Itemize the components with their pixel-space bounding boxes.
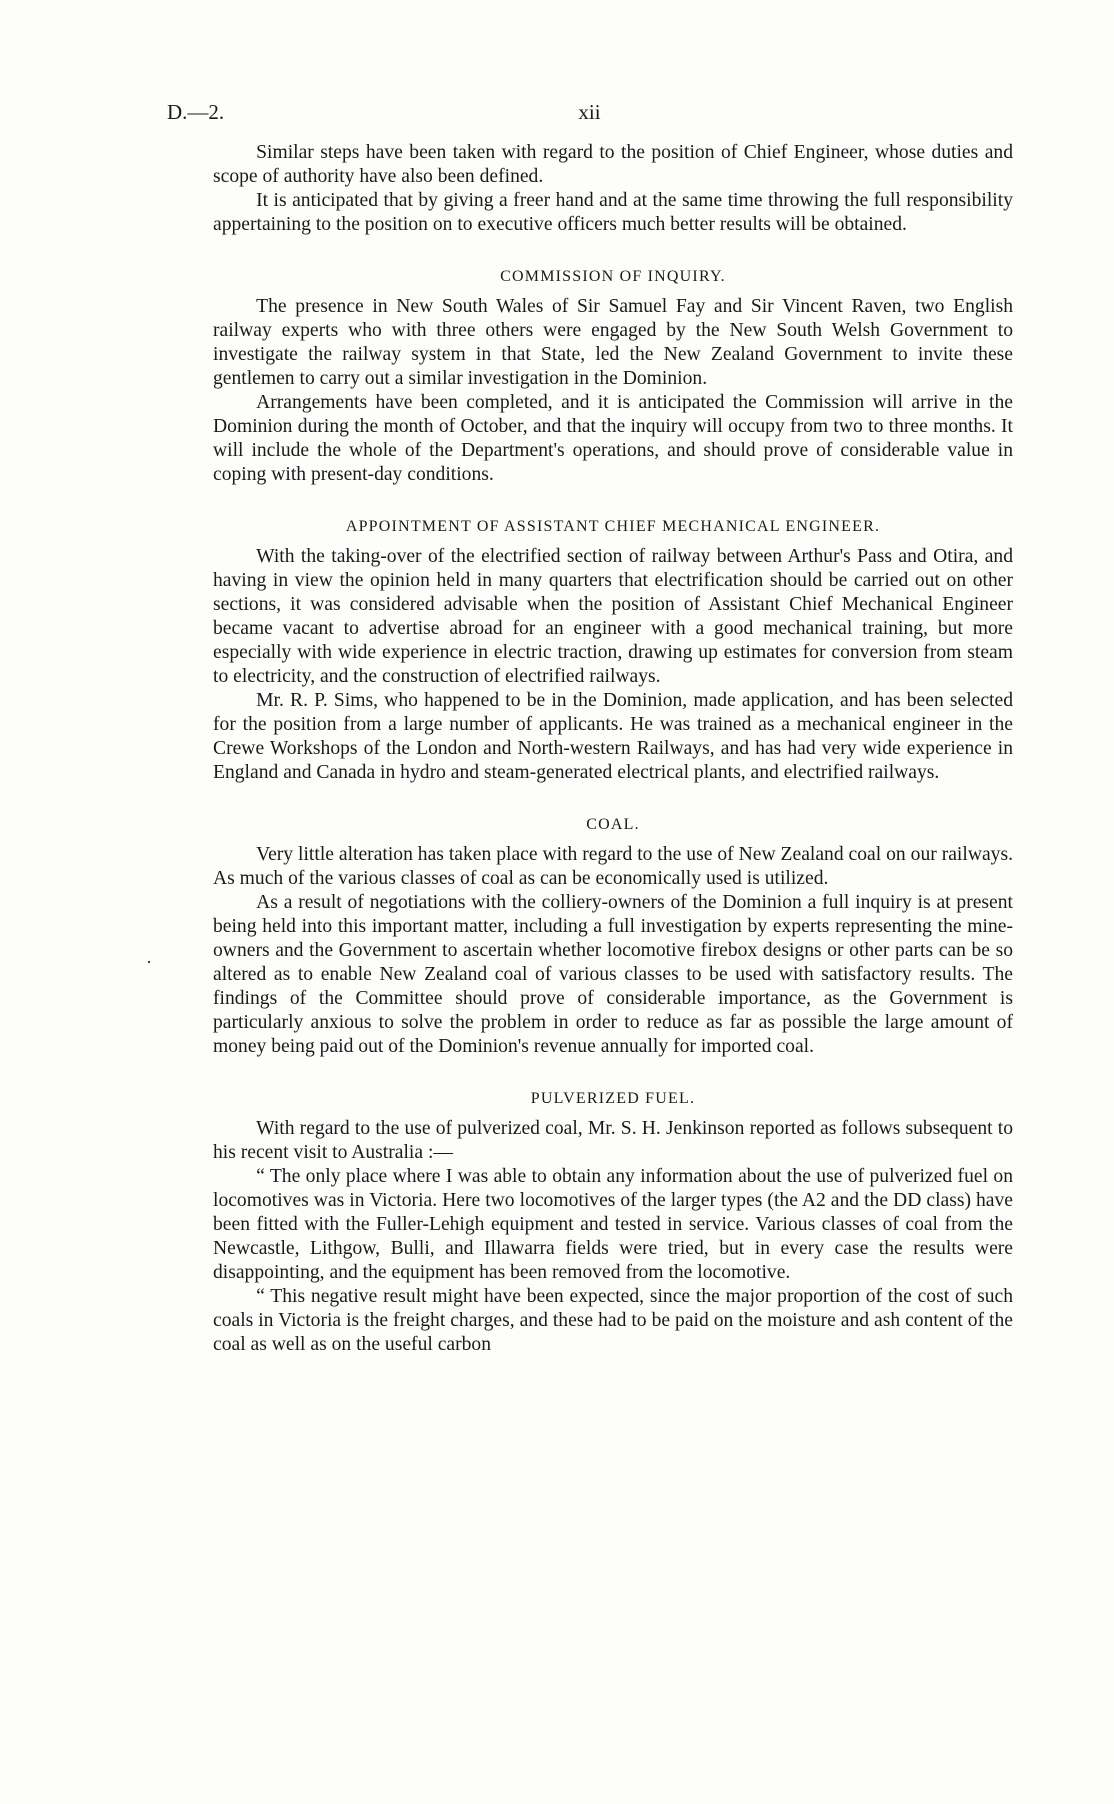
section-pulverized-fuel bbox=[213, 1089, 1013, 1357]
paragraph: The presence in New South Wales of Sir Samuel Fay and Sir Vincent Raven, two English railway experts who with three others were engaged by the New South Welsh Government to investigate the railway system in that State, led the New Zealand Government to invite these gentlemen to carry out a similar investigation in the Dominion. bbox=[213, 296, 1013, 389]
section-heading: COAL. bbox=[586, 816, 640, 833]
section-commission-of-inquiry bbox=[213, 267, 1013, 487]
paragraph: Very little alteration has taken place with regard to the use of New Zealand coal on our railways. As much of the various classes of coal as can be economically used is utilized. bbox=[213, 844, 1013, 889]
paragraph: Mr. R. P. Sims, who happened to be in the Dominion, made application, and has been selected for the position from a large number of applicants. He was trained as a mechanical engineer in the Crewe Workshops of the London and North-western Railways, and has had very wide experience in England and Canada in hydro and steam-generated electrical plants, and electrified railways. bbox=[213, 690, 1013, 783]
paragraph: With regard to the use of pulverized coal, Mr. S. H. Jenkinson reported as follows subsequent to his recent visit to Australia :— bbox=[213, 1118, 1013, 1163]
section-heading: APPOINTMENT OF ASSISTANT CHIEF MECHANICAL ENGINEER. bbox=[345, 518, 881, 535]
margin-dot: · bbox=[146, 952, 152, 972]
page-number: xii bbox=[578, 100, 601, 124]
section-heading: PULVERIZED FUEL. bbox=[530, 1090, 696, 1107]
paragraph: It is anticipated that by giving a freer hand and at the same time throwing the full responsibility appertaining to the position on to executive officers much better results will be obtained. bbox=[213, 190, 1013, 235]
paragraph: With the taking-over of the electrified section of railway between Arthur's Pass and Otira, and having in view the opinion held in many quarters that electrification should be carried out on other sections, it was considered advisable when the position of Assistant Chief Mechanical Engineer became vacant to advertise abroad for an engineer with a good mechanical training, but more especially with wide experience in electric traction, drawing up estimates for conversion from steam to electricity, and the construction of electrified railways. bbox=[213, 546, 1013, 687]
section-appointment bbox=[213, 517, 1013, 785]
paragraph: “ The only place where I was able to obtain any information about the use of pulverized fuel on locomotives was in Victoria. Here two locomotives of the larger types (the A2 and the DD class) have been fitted with the Fuller-Lehigh equipment and tested in service. Various classes of coal from the Newcastle, Lithgow, Bulli, and Illawarra fields were tried, but in every case the results were disappointing, and the equipment has been removed from the locomotive. bbox=[213, 1166, 1013, 1283]
page-header bbox=[167, 100, 1012, 130]
page-body bbox=[213, 141, 1013, 1357]
intro-block bbox=[213, 141, 1013, 237]
paragraph: Arrangements have been completed, and it is anticipated the Commission will arrive in the Dominion during the month of October, and that the inquiry will occupy from two to three months. It will include the whole of the Department's operations, and should prove of considerable value in coping with present-day conditions. bbox=[213, 392, 1013, 485]
section-heading: COMMISSION OF INQUIRY. bbox=[500, 268, 726, 285]
section-coal bbox=[213, 815, 1013, 1059]
paragraph: “ This negative result might have been expected, since the major proportion of the cost of such coals in Victoria is the freight charges, and these had to be paid on the moisture and ash content of the coal as well as on the useful carbon bbox=[213, 1286, 1013, 1355]
paragraph: As a result of negotiations with the colliery-owners of the Dominion a full inquiry is at present being held into this important matter, including a full investigation by experts representing the mine-owners and the Government to ascertain whether locomotive firebox designs or other parts can be so altered as to enable New Zealand coal of various classes to be used with satisfactory results. The findings of the Committee should prove of considerable importance, as the Government is particularly anxious to solve the problem in order to reduce as far as possible the large amount of money being paid out of the Dominion's revenue annually for imported coal. bbox=[213, 892, 1013, 1057]
paragraph: Similar steps have been taken with regard to the position of Chief Engineer, whose duties and scope of authority have also been defined. bbox=[213, 142, 1013, 187]
document-reference: D.—2. bbox=[167, 100, 225, 124]
